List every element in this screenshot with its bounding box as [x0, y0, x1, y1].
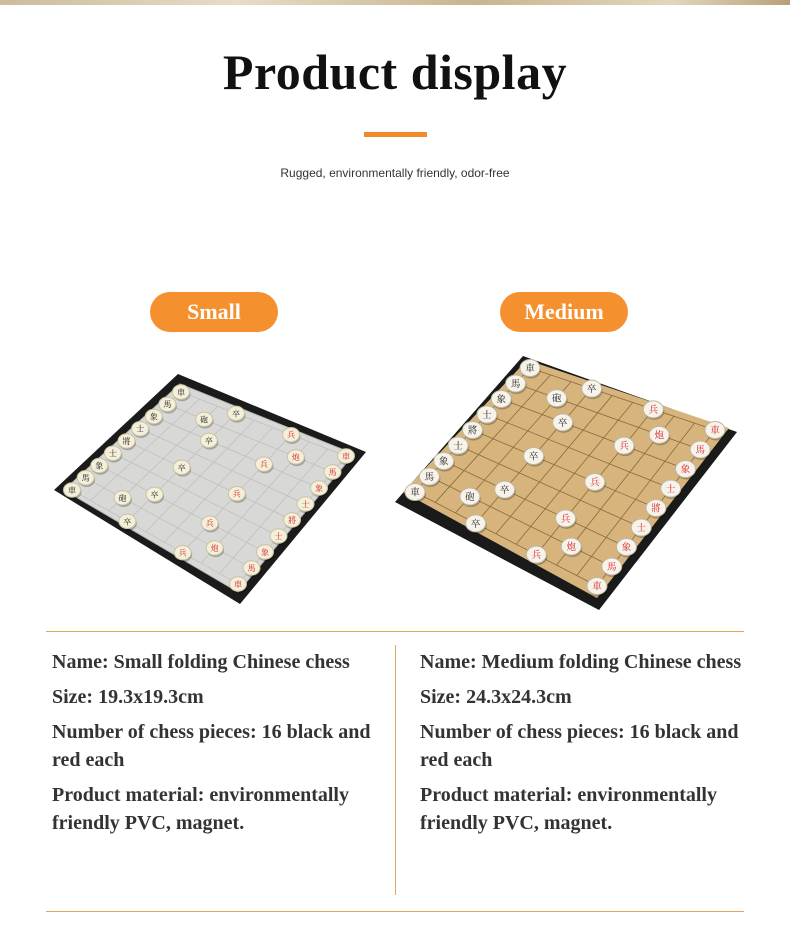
svg-text:卒: 卒 [586, 384, 597, 396]
top-decorative-strip [0, 0, 790, 5]
svg-text:兵: 兵 [178, 548, 187, 558]
medium-spec-size: Size: 24.3x24.3cm [420, 686, 572, 708]
svg-text:士: 士 [108, 449, 117, 459]
svg-text:兵: 兵 [232, 489, 241, 499]
svg-text:馬: 馬 [247, 563, 256, 573]
medium-badge: Medium [500, 292, 628, 332]
svg-text:士: 士 [274, 531, 283, 541]
svg-text:車: 車 [710, 425, 720, 437]
svg-text:炮: 炮 [566, 542, 576, 553]
medium-spec-material: Product material: environmentally friendly PVC, magnet. [420, 784, 717, 834]
svg-text:車: 車 [410, 487, 420, 499]
svg-text:將: 將 [651, 503, 661, 515]
svg-text:士: 士 [482, 410, 492, 421]
svg-text:象: 象 [95, 461, 104, 471]
svg-text:象: 象 [680, 464, 691, 476]
svg-text:卒: 卒 [150, 490, 159, 500]
small-spec-material: Product material: environmentally friendly PVC, magnet. [52, 784, 349, 834]
svg-text:卒: 卒 [123, 517, 132, 527]
svg-text:卒: 卒 [557, 417, 568, 429]
small-spec-name: Name: Small folding Chinese chess [52, 651, 350, 673]
svg-text:砲: 砲 [200, 415, 209, 425]
svg-text:砲: 砲 [551, 393, 562, 405]
svg-text:馬: 馬 [510, 379, 521, 390]
small-chess-board-image [50, 372, 370, 607]
svg-text:車: 車 [233, 579, 243, 589]
svg-text:卒: 卒 [231, 409, 241, 419]
svg-text:兵: 兵 [619, 441, 629, 453]
svg-text:卒: 卒 [470, 518, 481, 530]
svg-text:砲: 砲 [465, 492, 475, 503]
svg-text:車: 車 [67, 485, 77, 495]
svg-text:兵: 兵 [286, 430, 296, 440]
svg-text:士: 士 [301, 499, 310, 509]
spec-column-divider [395, 645, 396, 895]
svg-text:將: 將 [287, 515, 297, 525]
svg-text:士: 士 [453, 441, 463, 452]
spec-bottom-rule [46, 911, 744, 912]
medium-spec-list [420, 648, 770, 844]
svg-text:卒: 卒 [204, 436, 213, 446]
svg-text:象: 象 [149, 412, 158, 422]
page-title: Product display [222, 44, 568, 100]
svg-text:馬: 馬 [606, 562, 617, 573]
svg-text:象: 象 [496, 394, 507, 406]
svg-text:兵: 兵 [560, 513, 571, 525]
svg-text:車: 車 [341, 451, 351, 461]
svg-text:車: 車 [525, 363, 535, 375]
svg-text:炮: 炮 [291, 452, 300, 462]
svg-text:馬: 馬 [81, 473, 90, 483]
medium-spec-pieces: Number of chess pieces: 16 black and red each [420, 721, 739, 771]
svg-text:馬: 馬 [328, 467, 337, 477]
svg-text:車: 車 [592, 581, 602, 593]
svg-text:馬: 馬 [163, 400, 172, 410]
svg-text:砲: 砲 [118, 493, 127, 503]
svg-text:炮: 炮 [654, 430, 664, 442]
svg-text:象: 象 [621, 542, 632, 554]
svg-text:馬: 馬 [424, 472, 435, 483]
page-subtitle: Rugged, environmentally friendly, odor-free [280, 166, 510, 180]
svg-text:士: 士 [136, 424, 145, 434]
medium-spec-name: Name: Medium folding Chinese chess [420, 651, 742, 673]
svg-text:將: 將 [122, 436, 131, 446]
small-spec-pieces: Number of chess pieces: 16 black and red each [52, 721, 371, 771]
svg-text:士: 士 [636, 523, 647, 534]
svg-text:士: 士 [665, 484, 676, 495]
svg-text:卒: 卒 [528, 451, 539, 463]
small-badge: Small [150, 292, 278, 332]
title-accent-bar [364, 132, 427, 137]
svg-text:象: 象 [260, 547, 270, 557]
svg-text:馬: 馬 [695, 445, 706, 456]
svg-text:兵: 兵 [590, 477, 600, 489]
small-spec-list [52, 648, 392, 844]
svg-text:象: 象 [438, 456, 449, 468]
medium-chess-board-image [393, 352, 739, 614]
spec-top-rule [46, 631, 744, 632]
svg-text:車: 車 [176, 387, 186, 397]
svg-text:兵: 兵 [259, 460, 268, 470]
svg-text:象: 象 [314, 483, 324, 493]
svg-text:卒: 卒 [499, 485, 510, 497]
small-spec-size: Size: 19.3x19.3cm [52, 686, 204, 708]
svg-text:將: 將 [467, 425, 478, 437]
svg-text:兵: 兵 [531, 550, 542, 562]
svg-text:兵: 兵 [205, 519, 214, 529]
svg-text:卒: 卒 [177, 463, 186, 473]
svg-text:兵: 兵 [648, 404, 659, 416]
svg-text:炮: 炮 [210, 543, 219, 553]
